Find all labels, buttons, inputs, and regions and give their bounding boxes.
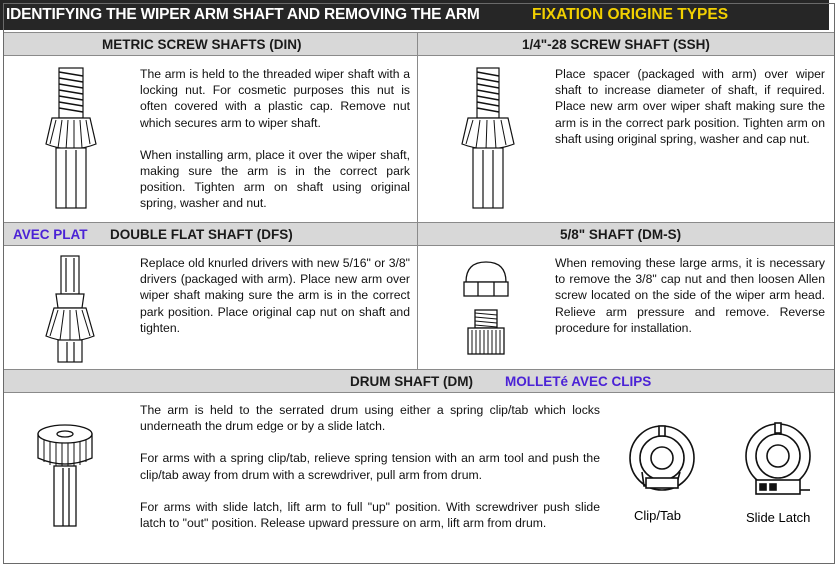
drum-shaft-illustration: [30, 420, 100, 528]
ssh-paragraph-1: Place spacer (packaged with arm) over wiper shaft to increase diameter of shaft, if required. Place new arm over wiper shaft making sure the arm is in the correct park position. Tighten arm on shaft using original spring, washer and cap nut.: [555, 67, 825, 146]
section-header-ssh: [418, 32, 834, 56]
ssh-shaft-illustration: [452, 62, 522, 212]
dms-heading: 5/8" SHAFT (DM-S): [560, 227, 682, 242]
clip-tab-label: Clip/Tab: [634, 508, 681, 523]
metric-paragraph-1: The arm is held to the threaded wiper shaft with a locking nut. For cosmetic purposes this nut is often covered with a plastic cap. Remove nut which secures arm to wiper shaft.: [140, 67, 410, 130]
drum-paragraph-1: The arm is held to the serrated drum using either a spring clip/tab which locks underneath the drum edge or by a slide latch.: [140, 403, 600, 434]
dfs-heading: DOUBLE FLAT SHAFT (DFS): [110, 227, 293, 242]
section-header-drum: [4, 369, 834, 393]
drum-text: [140, 402, 600, 531]
dms-text: [555, 255, 825, 336]
metric-paragraph-2: When installing arm, place it over the wiper shaft, making sure the arm is in the correct park position. Tighten arm on shaft using original spring, washer and nut.: [140, 147, 410, 211]
section-header-dms: [418, 222, 834, 246]
metric-heading: METRIC SCREW SHAFTS (DIN): [102, 37, 302, 52]
section-header-metric: [4, 32, 417, 56]
dfs-paragraph-1: Replace old knurled drivers with new 5/16" or 3/8" drivers (packaged with arm). Place new arm over wiper shaft making sure the arm is in the correct park position. Place original cap nut on shaft and tighten.: [140, 256, 410, 335]
drum-heading: DRUM SHAFT (DM): [350, 374, 473, 389]
dfs-shaft-illustration: [34, 252, 106, 364]
section-header-dfs: [4, 222, 417, 246]
dms-cap-nut-illustration: [456, 258, 516, 358]
page-title: IDENTIFYING THE WIPER ARM SHAFT AND REMOVING THE ARM: [6, 6, 480, 23]
column-divider: [417, 32, 418, 369]
ssh-text: [555, 66, 825, 147]
dms-paragraph-1: When removing these large arms, it is necessary to remove the 3/8" cap nut and then loosen Allen screw located on the side of the wiper arm head. Relieve arm pressure and remove. Reverse procedure for installation.: [555, 256, 825, 335]
drum-french-label: MOLLETé AVEC CLIPS: [505, 374, 652, 389]
dfs-text: [140, 255, 410, 336]
metric-shaft-illustration: [36, 62, 106, 212]
drum-paragraph-2: For arms with a spring clip/tab, relieve spring tension with an arm tool and push the clip/tab away from drum with a screwdriver, pull arm from drum.: [140, 451, 600, 482]
page-title-french: FIXATION ORIGINE TYPES: [532, 6, 729, 23]
clip-tab-illustration: [626, 418, 700, 528]
metric-text: [140, 66, 410, 212]
drum-paragraph-3: For arms with slide latch, lift arm to full "up" position. With screwdriver push slide latch to "out" position. Release upward pressure on arm, lift arm from drum.: [140, 499, 600, 531]
slide-latch-label: Slide Latch: [746, 510, 811, 525]
dfs-french-label: AVEC PLAT: [13, 227, 88, 242]
slide-latch-illustration: [740, 418, 832, 528]
ssh-heading: 1/4"-28 SCREW SHAFT (SSH): [522, 37, 710, 52]
